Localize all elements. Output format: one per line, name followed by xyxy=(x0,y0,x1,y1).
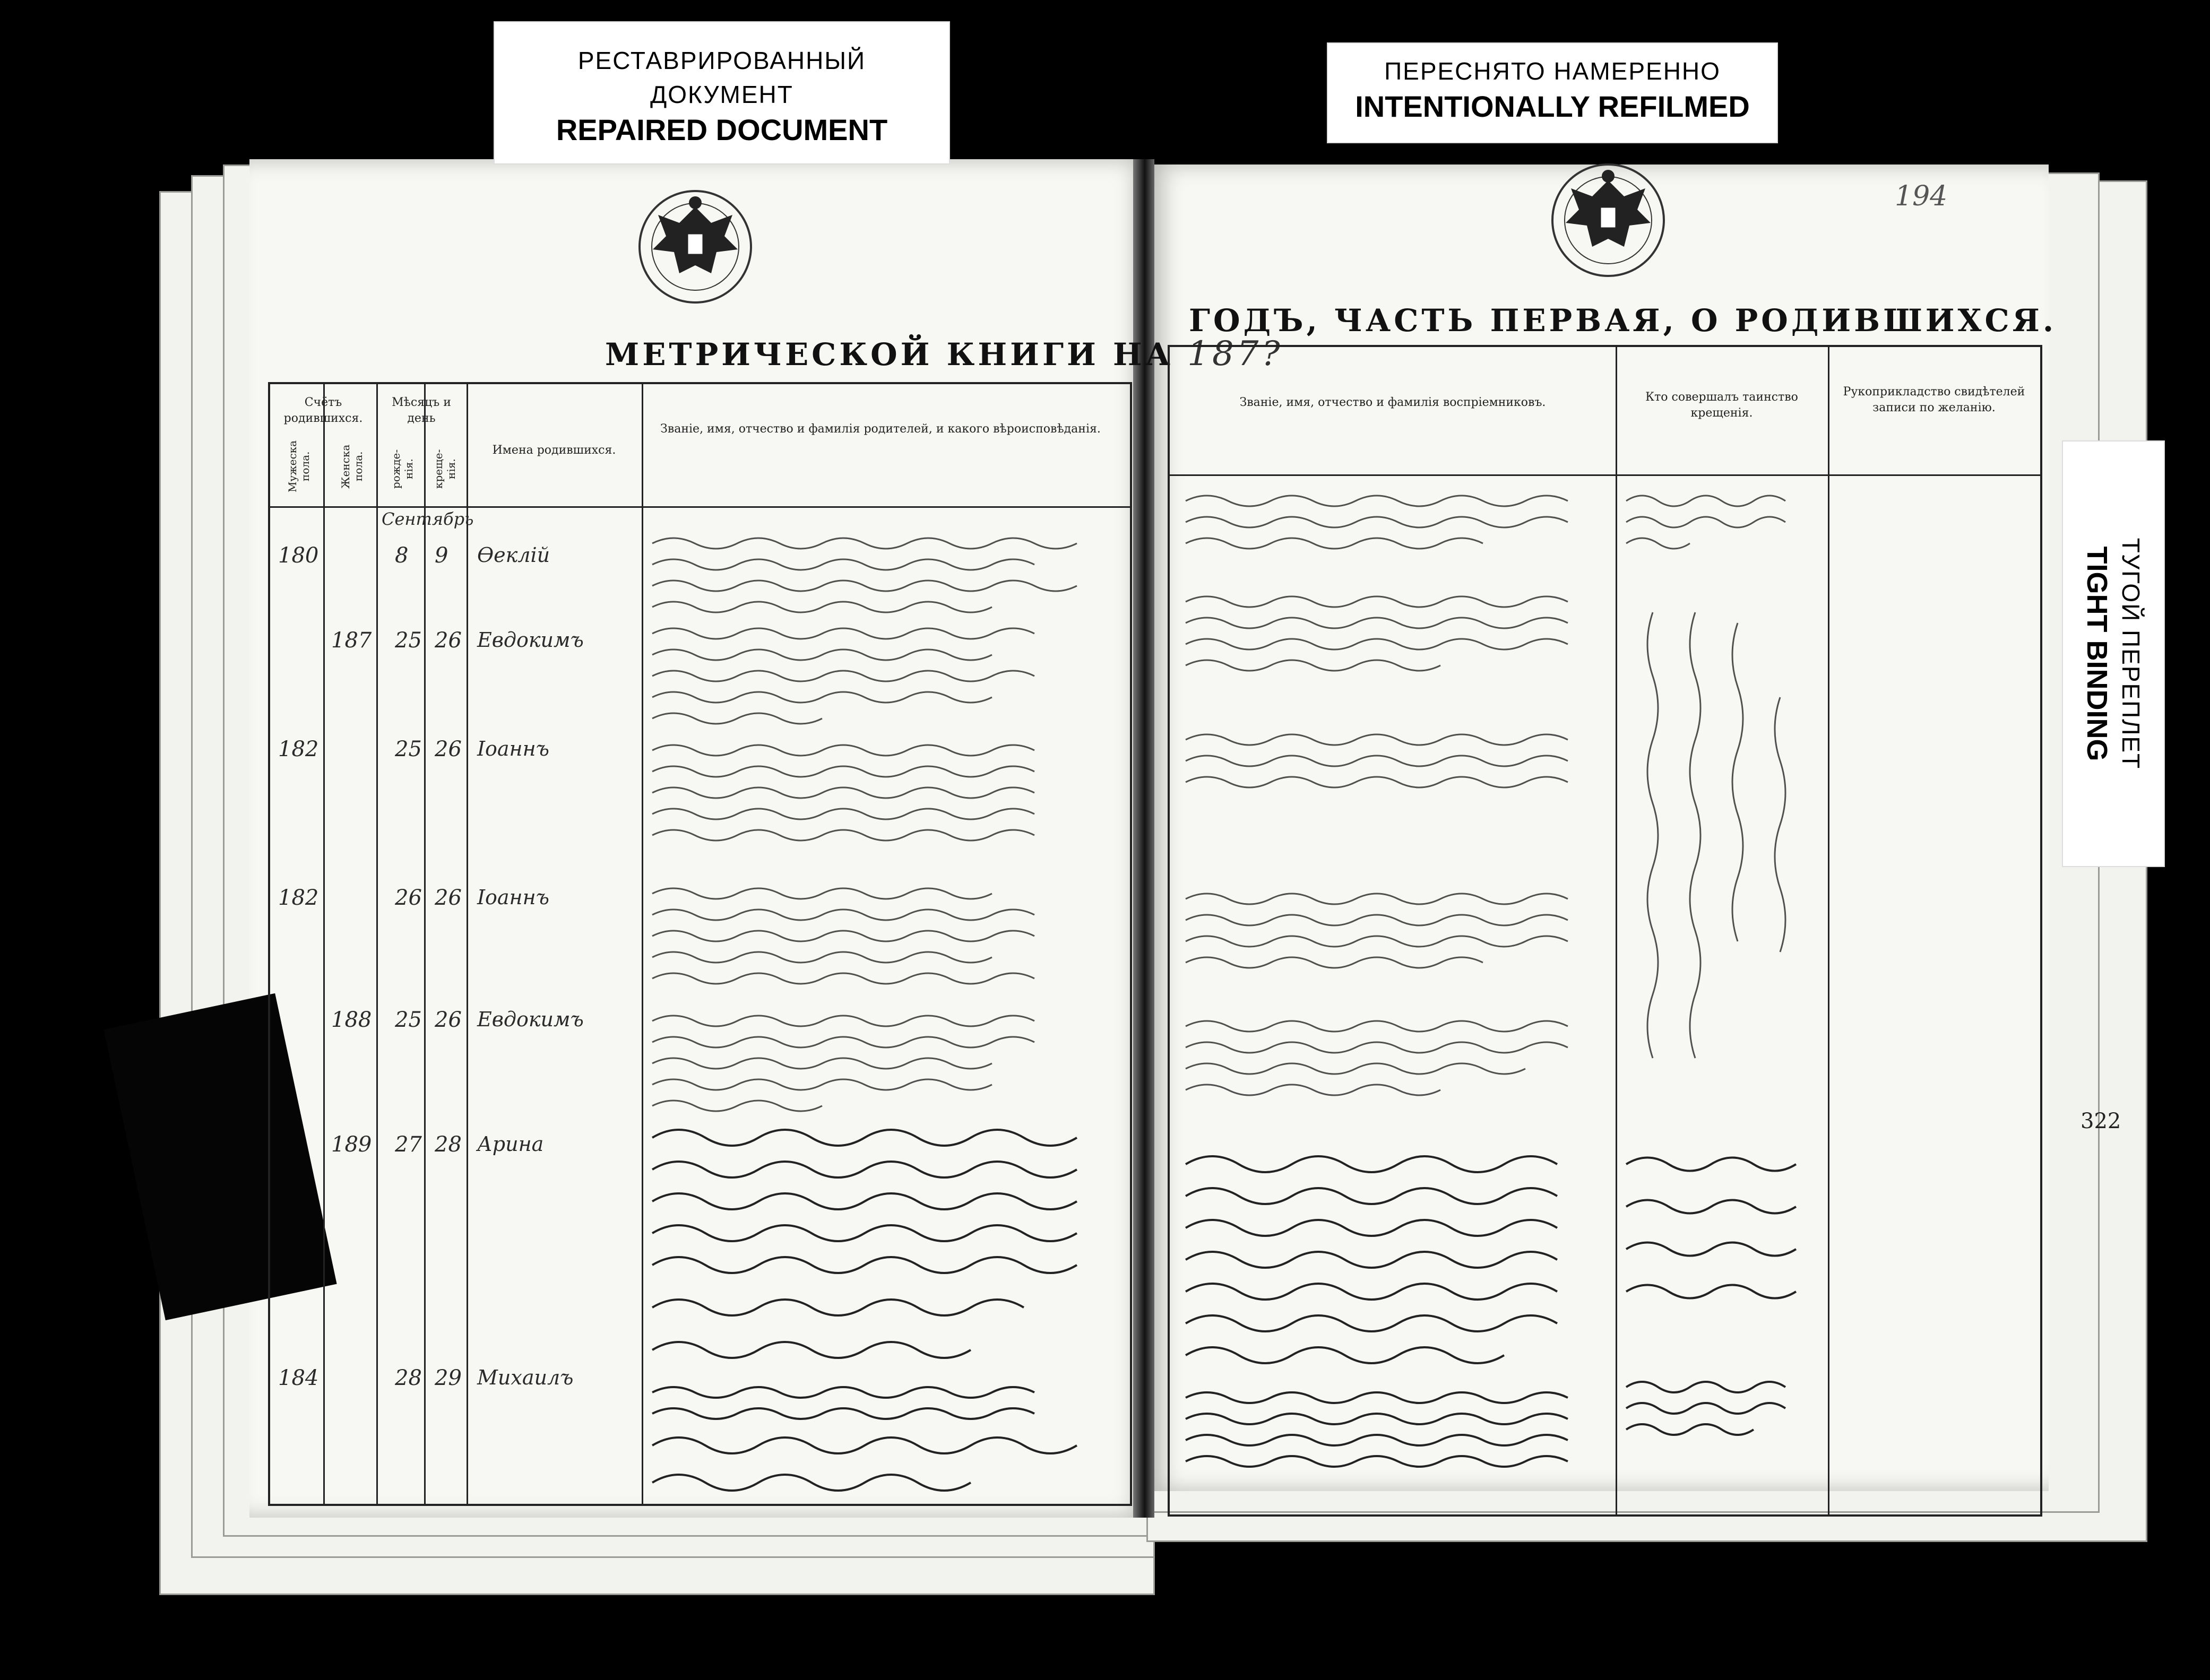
right-page-title: ГОДЪ, ЧАСТЬ ПЕРВАЯ, О РОДИВШИХСЯ. xyxy=(1189,302,2057,339)
row-baptism-day: 26 xyxy=(435,886,462,910)
repaired-ru-line2: ДОКУМЕНТ xyxy=(650,81,793,108)
repaired-en: REPAIRED DOCUMENT xyxy=(556,113,888,146)
row-birth-day: 27 xyxy=(395,1132,422,1157)
refilmed-ru: ПЕРЕСНЯТО НАМЕРЕННО xyxy=(1384,57,1721,85)
year-handwritten: 187? xyxy=(1187,334,1283,374)
header-godparents: Званіе, имя, отчество и фамилія воспріемниковъ. xyxy=(1239,396,1546,409)
row-female-number: 187 xyxy=(331,628,372,653)
header-female: Женска пола. xyxy=(339,444,365,489)
left-title-text: МЕТРИЧЕСКОЙ КНИГИ НА xyxy=(605,336,1174,373)
right-register-table xyxy=(1168,345,2042,1517)
left-register-table xyxy=(268,382,1132,1506)
handwritten-parents-entries xyxy=(647,512,1119,1499)
row-baptism-day: 26 xyxy=(435,1008,462,1032)
header-birth: рожде-нія. xyxy=(390,449,415,489)
row-birth-day: 26 xyxy=(395,886,422,910)
row-baptism-day: 26 xyxy=(435,628,462,653)
month-handwritten: Сентябрь xyxy=(382,509,474,529)
row-child-name: Михаилъ xyxy=(477,1366,574,1389)
row-child-name: Іоаннъ xyxy=(477,886,549,909)
header-baptism: креще-нія. xyxy=(432,449,457,489)
row-birth-day: 25 xyxy=(395,628,422,653)
header-month-day: Мѣсяцъ и день xyxy=(392,396,451,425)
tight-ru: ТУГОЙ ПЕРЕПЛЕТ xyxy=(2117,538,2145,770)
row-male-number: 182 xyxy=(278,886,319,910)
row-baptism-day: 28 xyxy=(435,1132,462,1157)
row-child-name: Евдокимъ xyxy=(477,628,584,652)
refilmed-en: INTENTIONALLY REFILMED xyxy=(1355,90,1750,123)
row-birth-day: 28 xyxy=(395,1366,422,1390)
header-count: Счётъ родившихся. xyxy=(283,396,363,425)
imperial-eagle-crest-icon xyxy=(616,186,775,308)
row-baptism-day: 9 xyxy=(435,543,448,568)
header-parents: Званіе, имя, отчество и фамилія родителей, и какого вѣроисповѣданія. xyxy=(660,422,1101,436)
row-child-name: Іоаннъ xyxy=(477,737,549,760)
row-birth-day: 25 xyxy=(395,1008,422,1032)
folio-number: 194 xyxy=(1895,180,1948,212)
row-male-number: 180 xyxy=(278,543,319,568)
row-birth-day: 8 xyxy=(395,543,409,568)
header-officiant: Кто совершалъ таинство крещенія. xyxy=(1645,391,1798,420)
handwritten-officiant-entries xyxy=(1621,485,1823,1493)
row-birth-day: 25 xyxy=(395,737,422,761)
row-baptism-day: 29 xyxy=(435,1366,462,1390)
row-child-name: Евдокимъ xyxy=(477,1008,584,1031)
row-male-number: 182 xyxy=(278,737,319,761)
tight-binding-label xyxy=(2062,440,2165,867)
row-child-name: Арина xyxy=(477,1132,544,1156)
row-female-number: 188 xyxy=(331,1008,372,1032)
intentionally-refilmed-label xyxy=(1327,42,1778,143)
row-baptism-day: 26 xyxy=(435,737,462,761)
repaired-document-label xyxy=(494,21,950,164)
tight-en: TIGHT BINDING xyxy=(2081,546,2113,761)
handwritten-godparents-entries xyxy=(1180,485,1610,1493)
row-child-name: Ѳеклій xyxy=(477,543,550,567)
margin-number: 322 xyxy=(2080,1109,2121,1133)
row-female-number: 189 xyxy=(331,1132,372,1157)
imperial-eagle-crest-icon xyxy=(1529,159,1688,281)
header-names: Имена родившихся. xyxy=(492,444,616,457)
repaired-ru-line1: РЕСТАВРИРОВАННЫЙ xyxy=(577,47,866,74)
header-male: Мужеска пола. xyxy=(286,440,312,493)
header-witnesses: Рукоприкладство свидѣтелей записи по желанію. xyxy=(1843,385,2025,414)
row-male-number: 184 xyxy=(278,1366,319,1390)
